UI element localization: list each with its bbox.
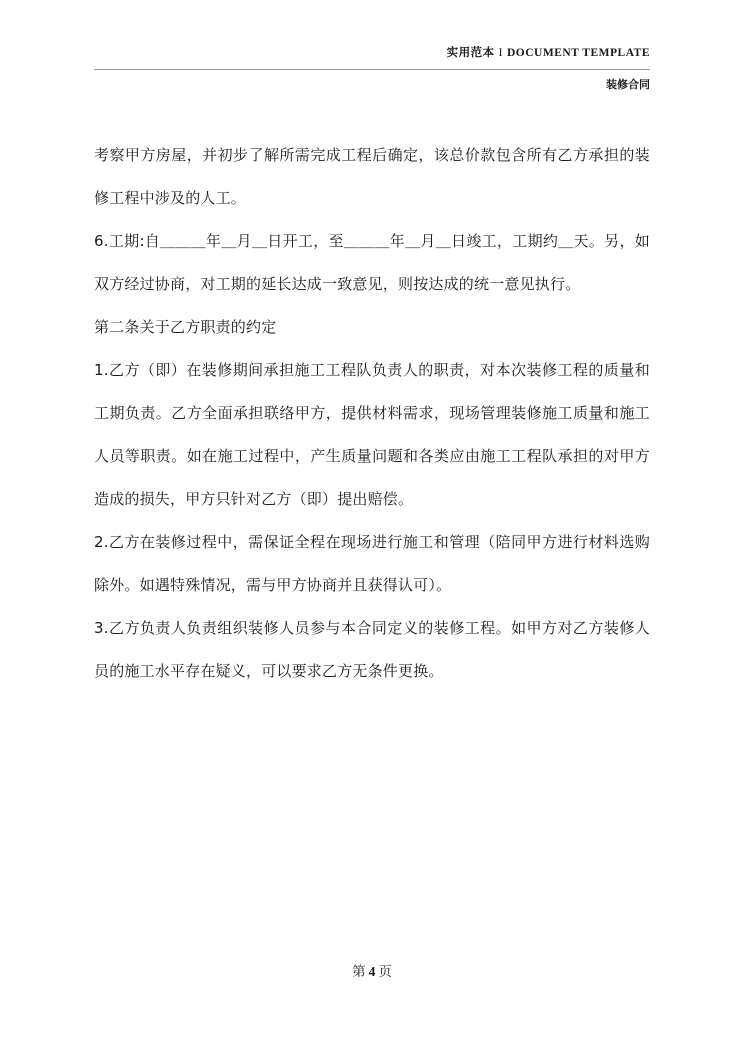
paragraph: 第二条关于乙方职责的约定 (94, 318, 277, 336)
header-subtitle: 装修合同 (606, 78, 650, 91)
paragraph: 1.乙方（即）在装修期间承担施工工程队负责人的职责，对本次装修工程的质量和工期负责。乙方全面承担联络甲方，提供材料需求，现场管理装修施工质量和施工人员等职责。如在施工过程中，产生质量问题和各类应由施工工程队承担的对甲方造成的损失，甲方只针对乙方（即）提出赔偿。 (94, 361, 650, 508)
page-header (94, 44, 650, 92)
paragraph: 2.乙方在装修过程中，需保证全程在现场进行施工和管理（陪同甲方进行材料选购除外。如遇特殊情况，需与甲方协商并且获得认可）。 (94, 533, 650, 594)
page-footer (0, 960, 744, 980)
header-divider (94, 69, 650, 70)
header-title-en: DOCUMENT TEMPLATE (506, 47, 650, 59)
footer-suffix: 页 (378, 964, 392, 980)
document-body (94, 134, 650, 693)
header-title-line (94, 44, 650, 60)
paragraph: 考察甲方房屋，并初步了解所需完成工程后确定，该总价款包含所有乙方承担的装修工程中涉及的人工。 (94, 146, 650, 207)
paragraph: 3.乙方负责人负责组织装修人员参与本合同定义的装修工程。如甲方对乙方装修人员的施工水平存在疑义，可以要求乙方无条件更换。 (94, 619, 650, 680)
footer-prefix: 第 (352, 964, 366, 980)
paragraph: 6.工期:自＿＿＿年＿月＿日开工，至＿＿＿年＿月＿日竣工，工期约＿天。另，如双方经过协商，对工期的延长达成一致意见，则按达成的统一意见执行。 (94, 232, 650, 293)
footer-page-number: 4 (368, 964, 376, 979)
header-separator: I (498, 47, 503, 59)
header-title-cn: 实用范本 (446, 45, 495, 59)
